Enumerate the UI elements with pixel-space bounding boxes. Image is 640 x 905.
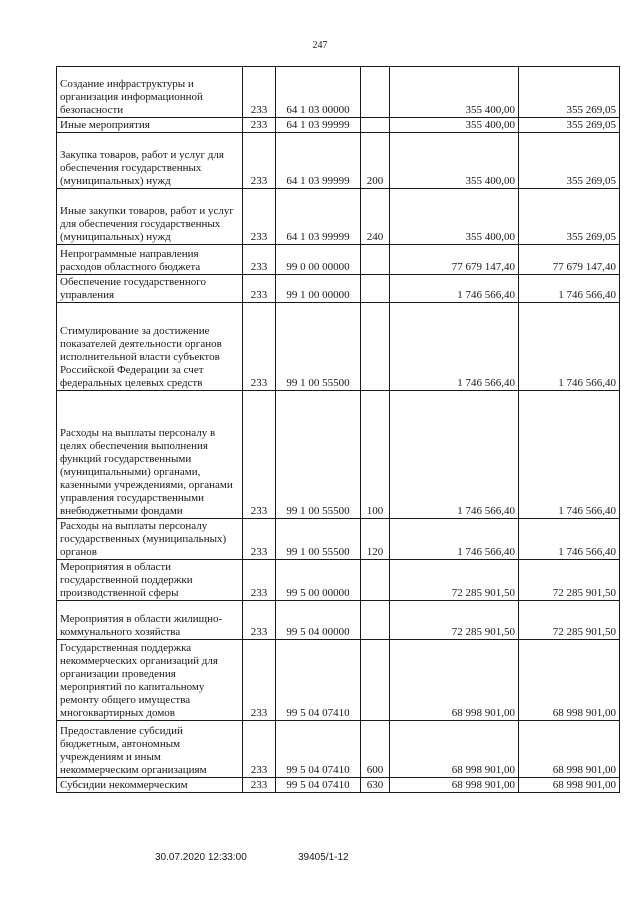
row-csr: 64 1 03 99999 bbox=[276, 189, 361, 245]
row-name: Иные мероприятия bbox=[57, 118, 243, 133]
row-csr: 99 5 04 07410 bbox=[276, 640, 361, 721]
row-code: 233 bbox=[243, 245, 276, 275]
row-sum-actual: 1 746 566,40 bbox=[519, 275, 620, 303]
row-name: Расходы на выплаты персоналу государственных (муниципальных) органов bbox=[57, 519, 243, 560]
row-code: 233 bbox=[243, 721, 276, 778]
row-code: 233 bbox=[243, 391, 276, 519]
footer-doc-id: 39405/1-12 bbox=[298, 852, 349, 863]
row-name: Обеспечение государственного управления bbox=[57, 275, 243, 303]
row-sum-plan: 355 400,00 bbox=[390, 118, 519, 133]
row-vr: 600 bbox=[361, 721, 390, 778]
row-sum-actual: 68 998 901,00 bbox=[519, 640, 620, 721]
row-name: Закупка товаров, работ и услуг для обеспечения государственных (муниципальных) нужд bbox=[57, 133, 243, 189]
row-csr: 64 1 03 99999 bbox=[276, 118, 361, 133]
row-vr bbox=[361, 601, 390, 640]
row-code: 233 bbox=[243, 118, 276, 133]
row-csr: 99 5 04 07410 bbox=[276, 778, 361, 793]
budget-table bbox=[56, 66, 620, 793]
row-csr: 99 1 00 55500 bbox=[276, 519, 361, 560]
row-name: Мероприятия в области государственной поддержки производственной сферы bbox=[57, 560, 243, 601]
table-row bbox=[57, 245, 620, 275]
row-sum-plan: 72 285 901,50 bbox=[390, 560, 519, 601]
row-code: 233 bbox=[243, 778, 276, 793]
row-code: 233 bbox=[243, 560, 276, 601]
row-csr: 64 1 03 00000 bbox=[276, 67, 361, 118]
table-row bbox=[57, 303, 620, 391]
row-vr bbox=[361, 245, 390, 275]
row-sum-plan: 68 998 901,00 bbox=[390, 778, 519, 793]
footer-timestamp: 30.07.2020 12:33:00 bbox=[155, 852, 247, 863]
row-csr: 99 1 00 55500 bbox=[276, 303, 361, 391]
row-name: Стимулирование за достижение показателей деятельности органов исполнительной власти субъектов Российской Федерации за счет федеральных целевых средств bbox=[57, 303, 243, 391]
row-vr bbox=[361, 640, 390, 721]
row-vr bbox=[361, 275, 390, 303]
row-sum-plan: 355 400,00 bbox=[390, 133, 519, 189]
row-sum-plan: 72 285 901,50 bbox=[390, 601, 519, 640]
row-sum-actual: 1 746 566,40 bbox=[519, 391, 620, 519]
table-row bbox=[57, 118, 620, 133]
row-sum-actual: 355 269,05 bbox=[519, 67, 620, 118]
table-row bbox=[57, 519, 620, 560]
row-sum-plan: 355 400,00 bbox=[390, 189, 519, 245]
row-sum-actual: 77 679 147,40 bbox=[519, 245, 620, 275]
row-sum-actual: 72 285 901,50 bbox=[519, 601, 620, 640]
row-name: Предоставление субсидий бюджетным, автономным учреждениям и иным некоммерческим организациям bbox=[57, 721, 243, 778]
table-row bbox=[57, 560, 620, 601]
row-vr: 630 bbox=[361, 778, 390, 793]
row-sum-actual: 1 746 566,40 bbox=[519, 303, 620, 391]
row-sum-actual: 355 269,05 bbox=[519, 189, 620, 245]
row-vr bbox=[361, 67, 390, 118]
row-csr: 99 5 04 00000 bbox=[276, 601, 361, 640]
row-sum-actual: 355 269,05 bbox=[519, 133, 620, 189]
table-row bbox=[57, 601, 620, 640]
row-sum-actual: 1 746 566,40 bbox=[519, 519, 620, 560]
row-sum-plan: 1 746 566,40 bbox=[390, 303, 519, 391]
table-row bbox=[57, 778, 620, 793]
row-code: 233 bbox=[243, 133, 276, 189]
row-csr: 99 5 00 00000 bbox=[276, 560, 361, 601]
table-row bbox=[57, 189, 620, 245]
row-csr: 64 1 03 99999 bbox=[276, 133, 361, 189]
table-row bbox=[57, 721, 620, 778]
row-sum-plan: 355 400,00 bbox=[390, 67, 519, 118]
row-code: 233 bbox=[243, 601, 276, 640]
row-sum-plan: 68 998 901,00 bbox=[390, 721, 519, 778]
row-name: Создание инфраструктуры и организация информационной безопасности bbox=[57, 67, 243, 118]
row-name: Расходы на выплаты персоналу в целях обеспечения выполнения функций государственными (муниципальными) органами, казенными учреждениями, органами управления государственными внебюджетными фондами bbox=[57, 391, 243, 519]
row-sum-plan: 1 746 566,40 bbox=[390, 519, 519, 560]
row-sum-plan: 77 679 147,40 bbox=[390, 245, 519, 275]
row-vr: 200 bbox=[361, 133, 390, 189]
row-sum-actual: 68 998 901,00 bbox=[519, 778, 620, 793]
row-code: 233 bbox=[243, 67, 276, 118]
row-name: Иные закупки товаров, работ и услуг для обеспечения государственных (муниципальных) нужд bbox=[57, 189, 243, 245]
table-row bbox=[57, 391, 620, 519]
row-csr: 99 0 00 00000 bbox=[276, 245, 361, 275]
row-vr: 120 bbox=[361, 519, 390, 560]
row-vr bbox=[361, 560, 390, 601]
row-sum-plan: 1 746 566,40 bbox=[390, 275, 519, 303]
row-vr bbox=[361, 303, 390, 391]
row-code: 233 bbox=[243, 640, 276, 721]
row-code: 233 bbox=[243, 303, 276, 391]
table-row bbox=[57, 640, 620, 721]
row-code: 233 bbox=[243, 189, 276, 245]
row-name: Мероприятия в области жилищно-коммунального хозяйства bbox=[57, 601, 243, 640]
row-csr: 99 1 00 55500 bbox=[276, 391, 361, 519]
row-sum-actual: 72 285 901,50 bbox=[519, 560, 620, 601]
row-name: Субсидии некоммерческим bbox=[57, 778, 243, 793]
row-csr: 99 5 04 07410 bbox=[276, 721, 361, 778]
row-vr: 240 bbox=[361, 189, 390, 245]
row-name: Государственная поддержка некоммерческих организаций для организации проведения мероприятий по капитальному ремонту общего имущества многоквартирных домов bbox=[57, 640, 243, 721]
page-number: 247 bbox=[312, 40, 328, 51]
row-sum-plan: 1 746 566,40 bbox=[390, 391, 519, 519]
row-sum-actual: 68 998 901,00 bbox=[519, 721, 620, 778]
row-code: 233 bbox=[243, 519, 276, 560]
table-row bbox=[57, 67, 620, 118]
table-row bbox=[57, 275, 620, 303]
row-sum-actual: 355 269,05 bbox=[519, 118, 620, 133]
row-vr: 100 bbox=[361, 391, 390, 519]
row-csr: 99 1 00 00000 bbox=[276, 275, 361, 303]
row-vr bbox=[361, 118, 390, 133]
row-sum-plan: 68 998 901,00 bbox=[390, 640, 519, 721]
row-name: Непрограммные направления расходов областного бюджета bbox=[57, 245, 243, 275]
row-code: 233 bbox=[243, 275, 276, 303]
table-row bbox=[57, 133, 620, 189]
